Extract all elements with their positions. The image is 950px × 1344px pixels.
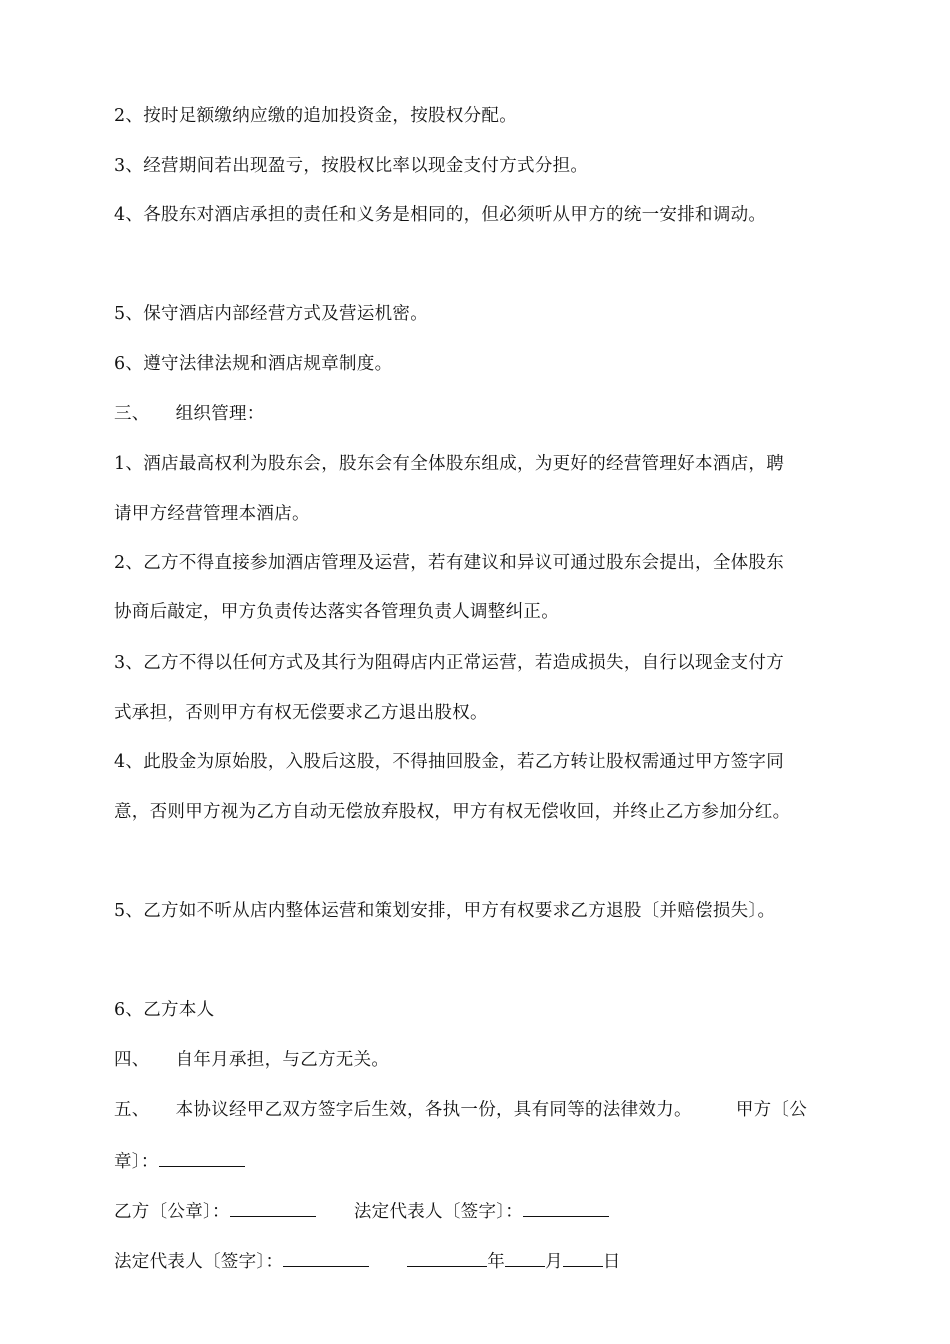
seal-label-continued: 章〕： — [114, 1152, 159, 1172]
org-clause-3-line-1: 3、乙方不得以任何方式及其行为阻碍店内正常运营，若造成损失，自行以现金支付方 — [114, 653, 785, 673]
clause-2-payment: 2、按时足额缴纳应缴的追加投资金，按股权分配。 — [114, 106, 518, 126]
section-number: 五、 — [114, 1100, 150, 1120]
clause-6-compliance: 6、遵守法律法规和酒店规章制度。 — [114, 354, 393, 374]
org-clause-2-line-1: 2、乙方不得直接参加酒店管理及运营，若有建议和异议可通过股东会提出，全体股东 — [114, 553, 785, 573]
party-a-seal-blank[interactable] — [159, 1148, 245, 1167]
party-a-seal-line — [114, 1148, 245, 1174]
section-title: 组织管理： — [175, 404, 265, 424]
year-label: 年 — [487, 1252, 506, 1272]
party-a-seal-label: 甲方〔公 — [735, 1100, 808, 1120]
year-blank[interactable] — [407, 1248, 487, 1267]
month-label: 月 — [545, 1252, 563, 1272]
org-clause-1-line-2: 请甲方经营管理本酒店。 — [114, 504, 310, 524]
org-clause-2-line-2: 协商后敲定，甲方负责传达落实各管理负责人调整纠正。 — [114, 602, 559, 622]
org-clause-1-line-1: 1、酒店最高权利为股东会，股东会有全体股东组成，为更好的经营管理好本酒店，聘 — [114, 454, 785, 474]
section-4-heading — [114, 1048, 389, 1072]
clause-4-responsibility: 4、各股东对酒店承担的责任和义务是相同的，但必须听从甲方的统一安排和调动。 — [114, 205, 767, 225]
section-3-heading — [114, 402, 265, 426]
party-b-seal-blank[interactable] — [230, 1198, 316, 1217]
clause-3-profit-loss: 3、经营期间若出现盈亏，按股权比率以现金支付方式分担。 — [114, 156, 589, 176]
party-b-seal-label: 乙方〔公章〕： — [114, 1202, 230, 1222]
legal-rep-signature-blank[interactable] — [283, 1248, 369, 1267]
section-text: 本协议经甲乙双方签字后生效，各执一份，具有同等的法律效力。 — [175, 1100, 692, 1120]
section-number: 三、 — [114, 404, 150, 424]
org-clause-6: 6、乙方本人 — [114, 1000, 215, 1020]
org-clause-4-line-1: 4、此股金为原始股，入股后这股，不得抽回股金，若乙方转让股权需通过甲方签字同 — [114, 752, 785, 772]
party-b-signature-line — [114, 1198, 609, 1224]
org-clause-3-line-2: 式承担，否则甲方有权无偿要求乙方退出股权。 — [114, 703, 488, 723]
day-label: 日 — [602, 1252, 621, 1272]
org-clause-4-line-2: 意，否则甲方视为乙方自动无偿放弃股权，甲方有权无偿收回，并终止乙方参加分红。 — [114, 802, 791, 822]
section-text: 自年月承担，与乙方无关。 — [175, 1050, 390, 1070]
clause-5-confidentiality: 5、保守酒店内部经营方式及营运机密。 — [114, 304, 429, 324]
org-clause-5: 5、乙方如不听从店内整体运营和策划安排，甲方有权要求乙方退股〔并赔偿损失〕。 — [114, 901, 776, 921]
date-signature-line — [114, 1248, 621, 1274]
section-number: 四、 — [114, 1050, 150, 1070]
month-blank[interactable] — [505, 1248, 545, 1267]
legal-rep-signature-blank[interactable] — [523, 1198, 609, 1217]
legal-rep-label: 法定代表人〔签字〕： — [353, 1202, 524, 1222]
section-5-heading — [114, 1098, 807, 1122]
day-blank[interactable] — [563, 1248, 603, 1267]
legal-rep-label: 法定代表人〔签字〕： — [114, 1252, 284, 1272]
